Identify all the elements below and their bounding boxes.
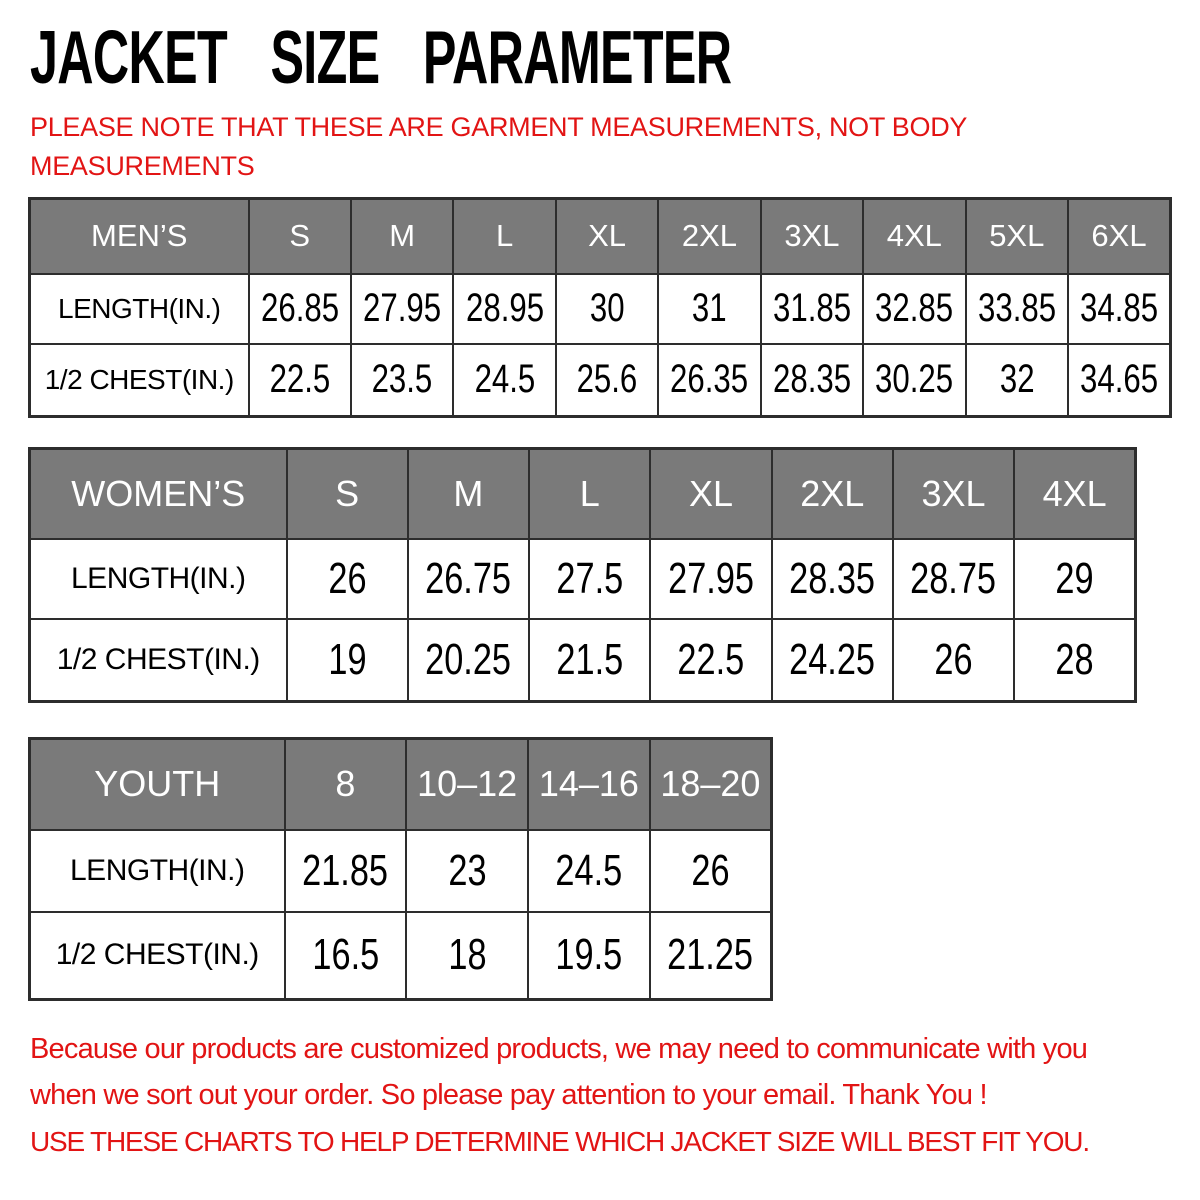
- table-row: [30, 274, 1171, 344]
- size-value-cell: [761, 344, 863, 417]
- size-value-cell: [453, 274, 555, 344]
- size-column-header: L: [529, 449, 650, 539]
- size-value: 27.95: [363, 286, 442, 330]
- customization-note: [30, 1026, 1087, 1118]
- size-value-cell: [453, 344, 555, 417]
- size-value: 25.6: [576, 357, 638, 402]
- mens-table-title: MEN’S: [30, 199, 249, 274]
- size-value: 21.85: [302, 845, 389, 895]
- size-value: 32: [999, 357, 1035, 402]
- size-column-header: 18–20: [650, 739, 772, 830]
- size-column-header: XL: [650, 449, 771, 539]
- mens-size-table: [28, 197, 1172, 418]
- size-value-cell: [406, 912, 528, 1000]
- size-column-header: 4XL: [1014, 449, 1135, 539]
- size-value-cell: [772, 539, 893, 619]
- size-value: 28.35: [789, 553, 876, 603]
- customization-note-line-1: Because our products are customized products, we may need to communicate with you: [30, 1033, 1088, 1065]
- note-line-2: MEASUREMENTS: [30, 151, 255, 181]
- size-value-cell: [1014, 539, 1135, 619]
- customization-note-line-2: when we sort out your order. So please pay attention to your email. Thank You !: [30, 1079, 987, 1111]
- size-value: 33.85: [977, 286, 1056, 330]
- table-row: [30, 619, 1136, 702]
- measurement-row-label: 1/2 CHEST(IN.): [30, 344, 249, 417]
- garment-measurement-note: [30, 108, 967, 186]
- size-value-cell: [406, 830, 528, 912]
- size-column-header: 2XL: [772, 449, 893, 539]
- table-row: [30, 830, 772, 912]
- size-value-cell: [1014, 619, 1135, 702]
- table-row: [30, 912, 772, 1000]
- size-value-cell: [287, 539, 408, 619]
- size-value: 26: [691, 845, 730, 895]
- size-value-cell: [893, 539, 1014, 619]
- size-value-cell: [1068, 274, 1171, 344]
- size-value: 26: [934, 634, 973, 684]
- page-title: JACKET SIZE PARAMETER: [30, 15, 732, 99]
- size-column-header: M: [408, 449, 529, 539]
- size-value: 28.75: [910, 553, 997, 603]
- size-value-cell: [351, 344, 453, 417]
- measurement-row-label: LENGTH(IN.): [30, 539, 287, 619]
- size-value: 29: [1055, 553, 1094, 603]
- size-value: 20.25: [425, 634, 512, 684]
- size-value-cell: [351, 274, 453, 344]
- size-column-header: 4XL: [863, 199, 965, 274]
- size-value: 30.25: [875, 357, 954, 402]
- size-value-cell: [863, 344, 965, 417]
- table-row: [30, 344, 1171, 417]
- size-value-cell: [658, 274, 760, 344]
- size-value: 28.95: [465, 286, 544, 330]
- size-value-cell: [650, 830, 772, 912]
- size-value-cell: [893, 619, 1014, 702]
- size-value-cell: [528, 830, 650, 912]
- size-value: 30: [589, 286, 625, 330]
- size-value-cell: [408, 619, 529, 702]
- size-column-header: 3XL: [893, 449, 1014, 539]
- size-value: 22.5: [677, 634, 745, 684]
- size-value: 27.5: [556, 553, 624, 603]
- size-value-cell: [556, 344, 658, 417]
- fit-instruction: USE THESE CHARTS TO HELP DETERMINE WHICH JACKET SIZE WILL BEST FIT YOU.: [30, 1126, 1089, 1157]
- size-value-cell: [556, 274, 658, 344]
- size-column-header: 14–16: [528, 739, 650, 830]
- size-value-cell: [966, 344, 1068, 417]
- size-value-cell: [287, 619, 408, 702]
- womens-header-row: [30, 449, 1136, 539]
- size-value: 23.5: [371, 357, 433, 402]
- size-value: 24.5: [555, 845, 623, 895]
- size-column-header: M: [351, 199, 453, 274]
- youth-header-row: [30, 739, 772, 830]
- size-column-header: 2XL: [658, 199, 760, 274]
- note-line-1: PLEASE NOTE THAT THESE ARE GARMENT MEASUREMENTS, NOT BODY: [30, 112, 968, 142]
- size-value: 24.25: [789, 634, 876, 684]
- size-value-cell: [761, 274, 863, 344]
- size-value: 32.85: [875, 286, 954, 330]
- size-column-header: L: [453, 199, 555, 274]
- size-value-cell: [966, 274, 1068, 344]
- size-value-cell: [1068, 344, 1171, 417]
- size-value: 27.95: [668, 553, 754, 603]
- size-value: 28.35: [772, 357, 851, 402]
- size-value: 24.5: [474, 357, 535, 402]
- size-value: 23: [448, 845, 487, 895]
- size-column-header: XL: [556, 199, 658, 274]
- size-value: 26: [328, 553, 367, 603]
- size-value-cell: [285, 912, 407, 1000]
- size-value-cell: [529, 619, 650, 702]
- size-value: 18: [448, 930, 487, 980]
- size-value-cell: [650, 619, 771, 702]
- size-value: 22.5: [269, 357, 331, 402]
- measurement-row-label: LENGTH(IN.): [30, 274, 249, 344]
- size-value-cell: [650, 912, 772, 1000]
- size-value: 28: [1055, 634, 1094, 684]
- size-value: 34.85: [1080, 286, 1159, 330]
- size-value: 19.5: [555, 930, 623, 980]
- size-value: 26.85: [260, 286, 339, 330]
- size-column-header: 5XL: [966, 199, 1068, 274]
- measurement-row-label: 1/2 CHEST(IN.): [30, 912, 285, 1000]
- measurement-row-label: 1/2 CHEST(IN.): [30, 619, 287, 702]
- size-column-header: 3XL: [761, 199, 863, 274]
- youth-size-table: [28, 737, 773, 1001]
- size-column-header: 8: [285, 739, 407, 830]
- size-value: 26.35: [670, 357, 749, 402]
- size-column-header: S: [249, 199, 351, 274]
- mens-header-row: [30, 199, 1171, 274]
- table-row: [30, 539, 1136, 619]
- size-column-header: 6XL: [1068, 199, 1171, 274]
- size-value-cell: [528, 912, 650, 1000]
- womens-size-table: [28, 447, 1137, 703]
- womens-table-title: WOMEN’S: [30, 449, 287, 539]
- size-value-cell: [249, 344, 351, 417]
- size-value: 31: [692, 286, 727, 330]
- youth-table-title: YOUTH: [30, 739, 285, 830]
- size-value: 21.5: [556, 634, 624, 684]
- size-value-cell: [529, 539, 650, 619]
- size-value: 19: [328, 634, 367, 684]
- size-value-cell: [650, 539, 771, 619]
- size-value-cell: [285, 830, 407, 912]
- size-value-cell: [772, 619, 893, 702]
- size-value-cell: [249, 274, 351, 344]
- size-value: 34.65: [1080, 357, 1159, 402]
- size-value-cell: [408, 539, 529, 619]
- size-value: 26.75: [425, 553, 512, 603]
- size-value-cell: [658, 344, 760, 417]
- size-value: 21.25: [667, 930, 754, 980]
- size-value: 31.85: [772, 286, 851, 330]
- size-value-cell: [863, 274, 965, 344]
- size-value: 16.5: [311, 930, 379, 980]
- size-column-header: S: [287, 449, 408, 539]
- measurement-row-label: LENGTH(IN.): [30, 830, 285, 912]
- size-column-header: 10–12: [406, 739, 528, 830]
